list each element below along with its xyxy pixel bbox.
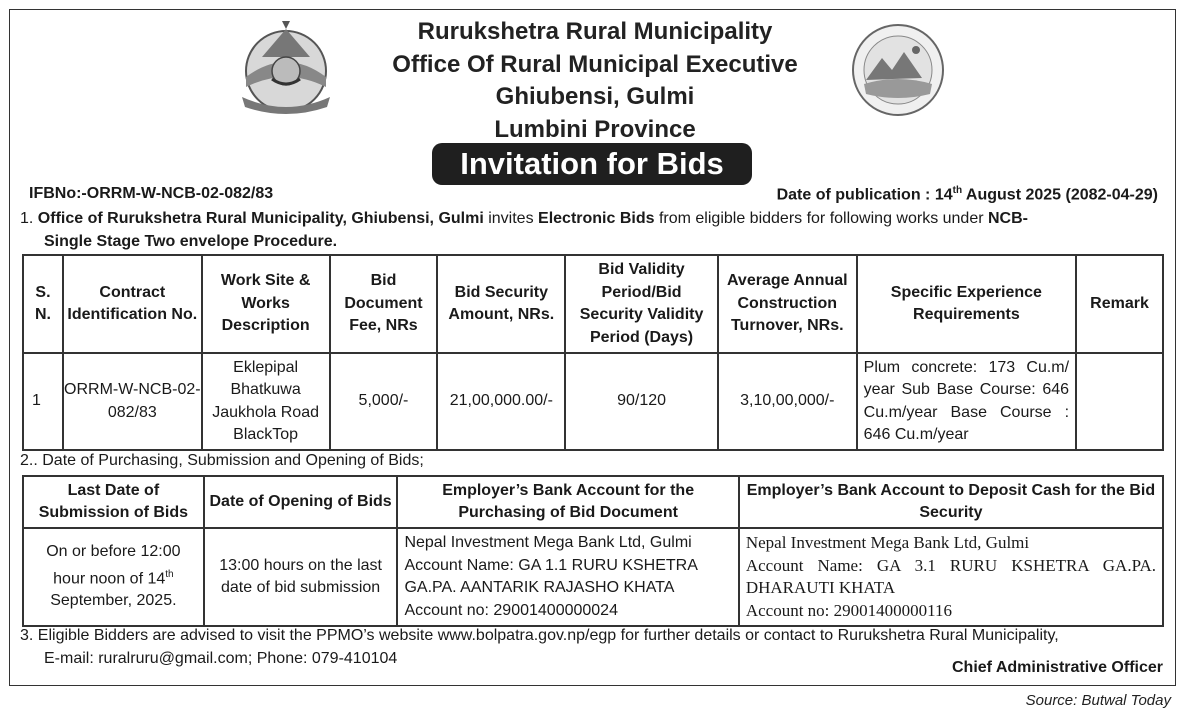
office-heading [300,16,890,146]
column-header: Contract Identification No. [63,255,202,353]
work-site: Eklepipal Bhatkuwa Jaukhola Road BlackTop [202,353,330,450]
validity-period: 90/120 [565,353,718,450]
table-row [23,528,1163,626]
purchase-bank-account: Nepal Investment Mega Bank Ltd, Gulmi Account Name: GA 1.1 RURU KSHETRA GA.PA. AANTARIK RAJASHO KHATA Account no: 29001400000024 [397,528,738,626]
table-header-row [23,476,1163,528]
serial-number: 1 [23,353,63,450]
bid-security: 21,00,000.00/- [437,353,565,450]
province-name: Lumbini Province [494,115,696,143]
table-row [23,353,1163,450]
column-header: Specific Experience Requirements [857,255,1076,353]
column-header: Work Site & Works Description [202,255,330,353]
document-fee: 5,000/- [330,353,438,450]
column-header: Employer’s Bank Account for the Purchasing of Bid Document [397,476,738,528]
column-header: Bid Document Fee, NRs [330,255,438,353]
table-header-row [23,255,1163,353]
column-header: Employer’s Bank Account to Deposit Cash for the Bid Security [739,476,1163,528]
column-header: Remark [1076,255,1163,353]
dates-table [22,475,1164,627]
contact-paragraph: 3. Eligible Bidders are advised to visit the PPMO’s website www.bolpatra.gov.np/egp for further details or contact to Rurukshetra Rural Municipality, E-mail: ruralruru@gmail.com; Phone: 079-410104 [20,627,1059,667]
column-header: Bid Security Amount, NRs. [437,255,565,353]
column-header: Date of Opening of Bids [204,476,398,528]
works-table [22,254,1164,451]
municipality-name: Rurukshetra Rural Municipality [417,18,773,45]
source-credit: Source: Butwal Today [1025,692,1171,709]
contract-id: ORRM-W-NCB-02-082/83 [63,353,202,450]
experience-requirements: Plum concrete: 173 Cu.m/ year Sub Base Course: 646 Cu.m/year Base Course : 646 Cu.m/year [857,353,1076,450]
opening-date: 13:00 hours on the last date of bid submission [204,528,398,626]
column-header: Bid Validity Period/Bid Security Validity Period (Days) [565,255,718,353]
column-header: S. N. [23,255,63,353]
office-name: Office Of Rural Municipal Executive [392,50,798,78]
office-location: Ghiubensi, Gulmi [495,83,695,110]
security-bank-account: Nepal Investment Mega Bank Ltd, Gulmi Account Name: GA 3.1 RURU KSHETRA GA.PA. DHARAUTI KHATA Account no: 29001400000116 [739,528,1163,626]
remark [1076,353,1163,450]
column-header: Average Annual Construction Turnover, NRs. [718,255,857,353]
column-header: Last Date of Submission of Bids [23,476,204,528]
ifb-number: IFBNo:-ORRM-W-NCB-02-082/83 [29,185,274,202]
submission-deadline: On or before 12:00 hour noon of 14th September, 2025. [23,528,204,626]
annual-turnover: 3,10,00,000/- [718,353,857,450]
invitation-title: Invitation for Bids [432,143,752,185]
invitation-paragraph: 1. Office of Rurukshetra Rural Municipality, Ghiubensi, Gulmi invites Electronic Bids from eligible bidders for following works under NCB- Single Stage Two envelope Procedure. [20,210,1028,250]
publication-date: Date of publication : 14th August 2025 (2082-04-29) [776,185,1158,204]
signature-title: Chief Administrative Officer [951,659,1163,676]
dates-paragraph: 2.. Date of Purchasing, Submission and Opening of Bids; [20,452,424,469]
